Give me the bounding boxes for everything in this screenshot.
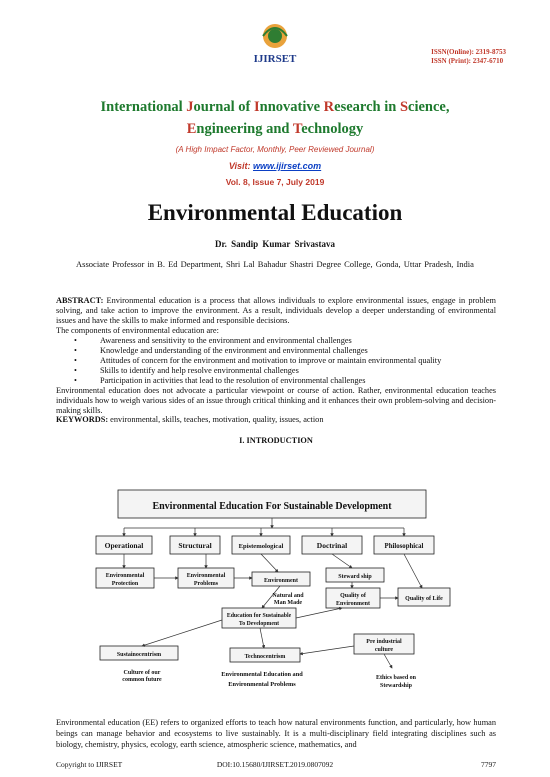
list-item: • Skills to identify and help resolve environmental challenges — [100, 366, 496, 376]
list-item: • Knowledge and understanding of the environment and environmental challenges — [100, 346, 496, 356]
jt-part: ngineering and — [196, 121, 293, 137]
jt-part: International — [100, 99, 187, 115]
label-natural-2: Man Made — [273, 600, 303, 606]
label-env-problems-2: Problems — [193, 581, 219, 587]
label-pre-industrial-2: culture — [374, 647, 394, 653]
label-philosophical: Philosophical — [384, 543, 424, 550]
visit-label: Visit: — [228, 161, 253, 171]
paper-author: Dr. Sandip Kumar Srivastava — [214, 239, 336, 249]
issn-online: ISSN(Online): 2319-8753 — [431, 48, 506, 56]
abstract-label: ABSTRACT: — [56, 296, 104, 305]
journal-title — [40, 96, 510, 140]
jt-part: echnology — [301, 121, 364, 137]
label-env-protection-2: Protection — [111, 581, 139, 587]
journal-logo-icon — [243, 18, 307, 68]
abstract-closing: Environmental education does not advocate a particular viewpoint or course of action. Rather, environmental education teaches individuals how to weigh various sides of an issue through critical thinking and it enhances their own problem-solving and decision-making skills. — [56, 386, 496, 415]
journal-visit — [40, 161, 510, 171]
jt-part: esearch in — [334, 99, 400, 115]
label-sustainocentrism: Sustainocentrism — [116, 652, 162, 658]
jt-part: ournal of — [193, 99, 254, 115]
abstract-paragraph — [56, 296, 496, 326]
label-structural: Structural — [178, 541, 212, 550]
label-doctrinal: Doctrinal — [316, 541, 348, 550]
footer-doi: DOI:10.15680/IJIRSET.2019.0807092 — [216, 760, 334, 769]
introduction-paragraph: Environmental education (EE) refers to organized efforts to teach how natural environments function, and particularly, how human beings can manage behavior and ecosystems to live sustainably. It is a multi-disciplinary field integrating disciplines such as biology, chemistry, physics, ecology, earth science, atmospheric science, mathematics, and — [56, 718, 496, 749]
jt-part: cience, — [408, 99, 450, 115]
label-natural-1: Natural and — [272, 593, 304, 599]
components-list — [56, 336, 496, 386]
jt-part: I — [253, 99, 260, 115]
jt-part: J — [186, 99, 194, 115]
footer-copyright: Copyright to IJIRSET — [56, 760, 123, 769]
label-operational: Operational — [104, 541, 144, 550]
section-heading: I. INTRODUCTION — [239, 436, 313, 445]
label-efsd-2: To Development — [238, 621, 280, 627]
label-culture-1: Culture of our — [123, 670, 161, 676]
label-quality-env-1: Quality of — [340, 593, 366, 599]
jt-part: R — [323, 99, 335, 115]
paper-title: Environmental Education — [147, 200, 403, 225]
journal-volume: Vol. 8, Issue 7, July 2019 — [225, 177, 325, 187]
list-item: • Participation in activities that lead to the resolution of environmental challenges — [100, 376, 496, 386]
footer-page-number: 7797 — [481, 760, 496, 769]
label-environment: Environment — [264, 578, 298, 584]
label-ethics-1: Ethics based on — [375, 675, 417, 681]
label-efsd-1: Education for Sustainable — [226, 613, 292, 619]
journal-title-line2 — [40, 118, 510, 140]
jt-part: T — [292, 121, 302, 137]
label-ethics-2: Stewardship — [379, 683, 413, 689]
ee-diagram — [92, 488, 452, 696]
label-stewardship: Steward ship — [338, 574, 372, 580]
list-item: • Awareness and sensitivity to the environment and environmental challenges — [100, 336, 496, 346]
label-culture-2: common future — [122, 677, 162, 683]
label-eeep-1: Environmental Education and — [221, 671, 303, 678]
journal-logo — [243, 18, 307, 68]
jt-part: nnovative — [259, 99, 324, 115]
jt-part: E — [186, 121, 197, 137]
abstract-section — [56, 296, 496, 416]
label-technocentrism: Technocentrism — [244, 654, 286, 660]
journal-tagline: (A High Impact Factor, Monthly, Peer Reviewed Journal) — [175, 145, 375, 154]
paper-affiliation: Associate Professor in B. Ed Department, Shri Lal Bahadur Shastri Degree College, Gonda, Uttar Pradesh, India — [76, 259, 474, 269]
label-quality-life: Quality of Life — [405, 596, 443, 602]
keywords-text: environmental, skills, teaches, motivation, quality, issues, action — [108, 415, 324, 424]
label-epistemological: Epistemological — [238, 543, 284, 550]
jt-part: S — [399, 99, 409, 115]
ee-diagram-svg — [92, 488, 452, 696]
label-eeep-2: Environmental Problems — [228, 681, 296, 688]
label-quality-env-2: Environment — [336, 601, 370, 607]
label-env-problems-1: Environmental — [186, 573, 226, 579]
keywords-label: KEYWORDS: — [56, 415, 109, 424]
keywords — [56, 415, 496, 425]
journal-title-line1 — [40, 96, 510, 118]
label-pre-industrial-1: Pre industrial — [366, 639, 402, 645]
issn-print: ISSN (Print): 2347-6710 — [431, 57, 504, 65]
logo-text: IJIRSET — [253, 53, 297, 65]
diagram-title: Environmental Education For Sustainable Development — [152, 501, 392, 512]
components-intro: The components of environmental education are: — [56, 326, 219, 335]
label-env-protection-1: Environmental — [105, 573, 145, 579]
list-item: • Attitudes of concern for the environment and motivation to improve or maintain environmental quality — [100, 356, 496, 366]
abstract-text: Environmental education is a process that allows individuals to explore environmental issues, engage in problem solving, and take action to improve the environment. As a result, individuals develop a deeper understanding of environmental issues and have the skills to make informed and responsible decisions. — [56, 296, 496, 325]
journal-url-link[interactable]: www.ijirset.com — [252, 161, 322, 171]
issn-block — [431, 48, 506, 66]
